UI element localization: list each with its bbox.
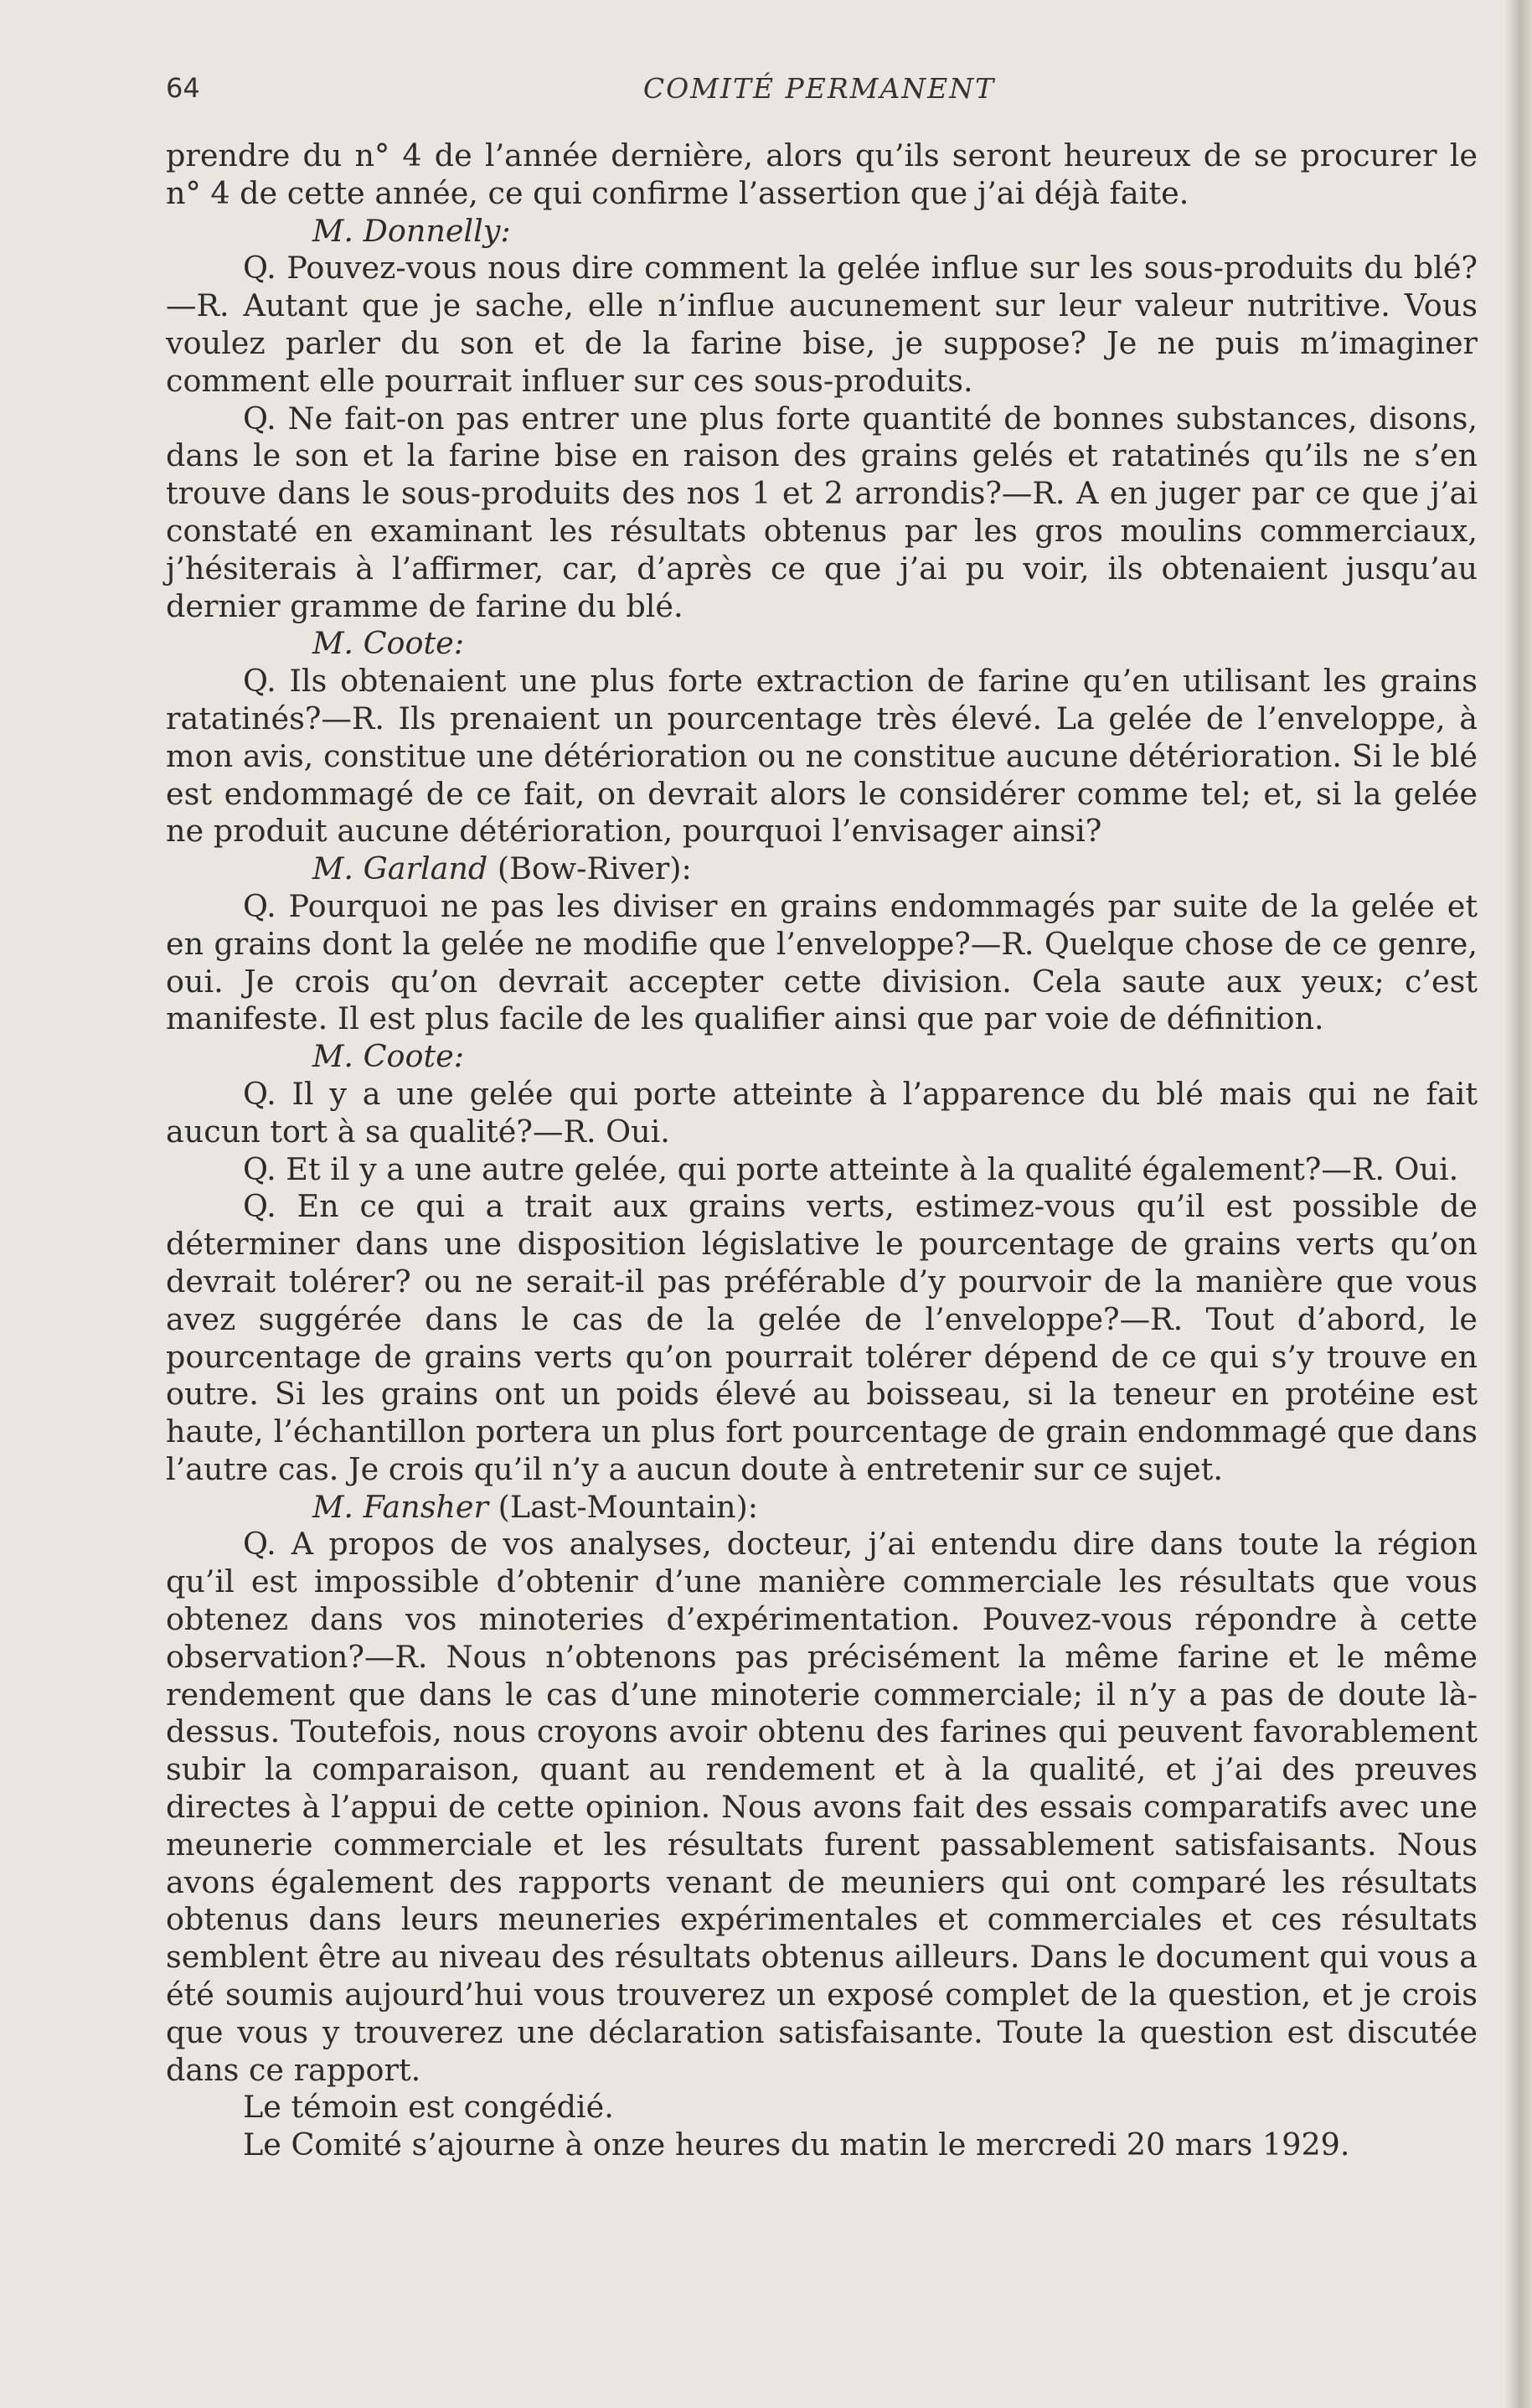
question-answer-paragraph: Q. Pouvez-vous nous dire comment la gelée influe sur les sous-produits du blé?—R. Autant que je sache, elle n’influe aucunement sur leur valeur nutritive. Vous voulez parler du son et de la farine bise, je suppose? Je ne puis m’imaginer comment elle pourrait influer sur ces sous-produits. <box>166 250 1478 399</box>
speaker-heading <box>166 1489 1478 1527</box>
speaker-heading <box>166 1038 1478 1076</box>
page-body <box>166 137 1478 2164</box>
speaker-name: M. Fansher <box>312 1488 488 1525</box>
question-answer-paragraph: Q. Pourquoi ne pas les diviser en grains endommagés par suite de la gelée et en grains dont la gelée ne modifie que l’enveloppe?—R. Quelque chose de ce genre, oui. Je crois qu’on devrait accepter cette division. Cela saute aux yeux; c’est manifeste. Il est plus facile de les qualifier ainsi que par voie de définition. <box>166 887 1478 1037</box>
speaker-name: M. Coote: <box>312 1038 465 1075</box>
running-head: COMITÉ PERMANENT <box>642 72 996 105</box>
speaker-name: M. Coote: <box>312 625 465 662</box>
page-number: 64 <box>166 72 200 104</box>
speaker-heading <box>166 625 1478 663</box>
adjournment-line: Le Comité s’ajourne à onze heures du matin le mercredi 20 mars 1929. <box>243 2126 1350 2163</box>
question-answer-paragraph: Q. Ne fait-on pas entrer une plus forte quantité de bonnes substances, disons, dans le son et la farine bise en raison des grains gelés et ratatinés qu’ils ne s’en trouve dans le sous-produits des nos 1 et 2 arrondis?—R. A en juger par ce que j’ai constaté en examinant les résultats obtenus par les gros moulins commerciaux, j’hésiterais à l’affirmer, car, d’après ce que j’ai pu voir, ils obtenaient jusqu’au dernier gramme de farine du blé. <box>166 400 1478 624</box>
speaker-heading <box>166 213 1478 251</box>
question-answer-paragraph: Q. Il y a une gelée qui porte atteinte à l’apparence du blé mais qui ne fait aucun tort à sa qualité?—R. Oui. <box>166 1075 1478 1150</box>
question-answer-paragraph: Q. En ce qui a trait aux grains verts, estimez-vous qu’il est possible de déterminer dans une disposition législative le pourcentage de grains verts qu’on devrait tolérer? ou ne serait-il pas préférable d’y pourvoir de la manière que vous avez suggérée dans le cas de la gelée de l’enveloppe?—R. Tout d’abord, le pourcentage de grains verts qu’on pourrait tolérer dépend de ce qui s’y trouve en outre. Si les grains ont un poids élevé au boisseau, si la teneur en protéine est haute, l’échantillon portera un plus fort pourcentage de grain endommagé que dans l’autre cas. Je crois qu’il n’y a aucun doute à entretenir sur ce sujet. <box>166 1188 1478 1487</box>
speaker-name: M. Garland <box>312 850 488 887</box>
speaker-heading <box>166 850 1478 888</box>
speaker-riding: (Last-Mountain): <box>487 1488 759 1525</box>
question-answer-paragraph: Q. A propos de vos analyses, docteur, j’ai entendu dire dans toute la région qu’il est impossible d’obtenir d’une manière commerciale les résultats que vous obtenez dans vos minoteries d’expérimentation. Pouvez-vous répondre à cette observation?—R. Nous n’obtenons pas précisément la même farine et le même rendement que dans le cas d’une minoterie commerciale; il n’y a pas de doute là-dessus. Toutefois, nous croyons avoir obtenu des farines qui peuvent favorablement subir la comparaison, quant au rendement et à la qualité, et j’ai des preuves directes à l’appui de cette opinion. Nous avons fait des essais comparatifs avec une meunerie commerciale et les résultats furent passablement satisfaisants. Nous avons également des rapports venant de meuniers qui ont comparé les résultats obtenus dans leurs meuneries expérimentales et commerciales et ces résultats semblent être au niveau des résultats obtenus ailleurs. Dans le document qui vous a été soumis aujourd’hui vous trouverez un exposé complet de la question, et je crois que vous y trouverez une déclaration satisfaisante. Toute la question est discutée dans ce rapport. <box>166 1526 1478 2088</box>
question-answer-paragraph: Q. Et il y a une autre gelée, qui porte atteinte à la qualité également?—R. Oui. <box>243 1150 1459 1187</box>
speaker-riding: (Bow-River): <box>487 850 692 887</box>
question-answer-paragraph: Q. Ils obtenaient une plus forte extraction de farine qu’en utilisant les grains ratatinés?—R. Ils prenaient un pourcentage très élevé. La gelée de l’enveloppe, à mon avis, constitue une détérioration ou ne constitue aucune détérioration. Si le blé est endommagé de ce fait, on devrait alors le considérer comme tel; et, si la gelée ne produit aucune détérioration, pourquoi l’envisager ainsi? <box>166 663 1478 850</box>
page-binding-edge <box>1504 0 1532 2408</box>
page-header <box>166 72 1473 116</box>
witness-dismissed-line: Le témoin est congédié. <box>243 2089 614 2126</box>
speaker-name: M. Donnelly: <box>312 212 511 249</box>
paragraph-continued: prendre du n° 4 de l’année dernière, alors qu’ils seront heureux de se procurer le n° 4 de cette année, ce qui confirme l’assertion que j’ai déjà faite. <box>166 137 1478 211</box>
